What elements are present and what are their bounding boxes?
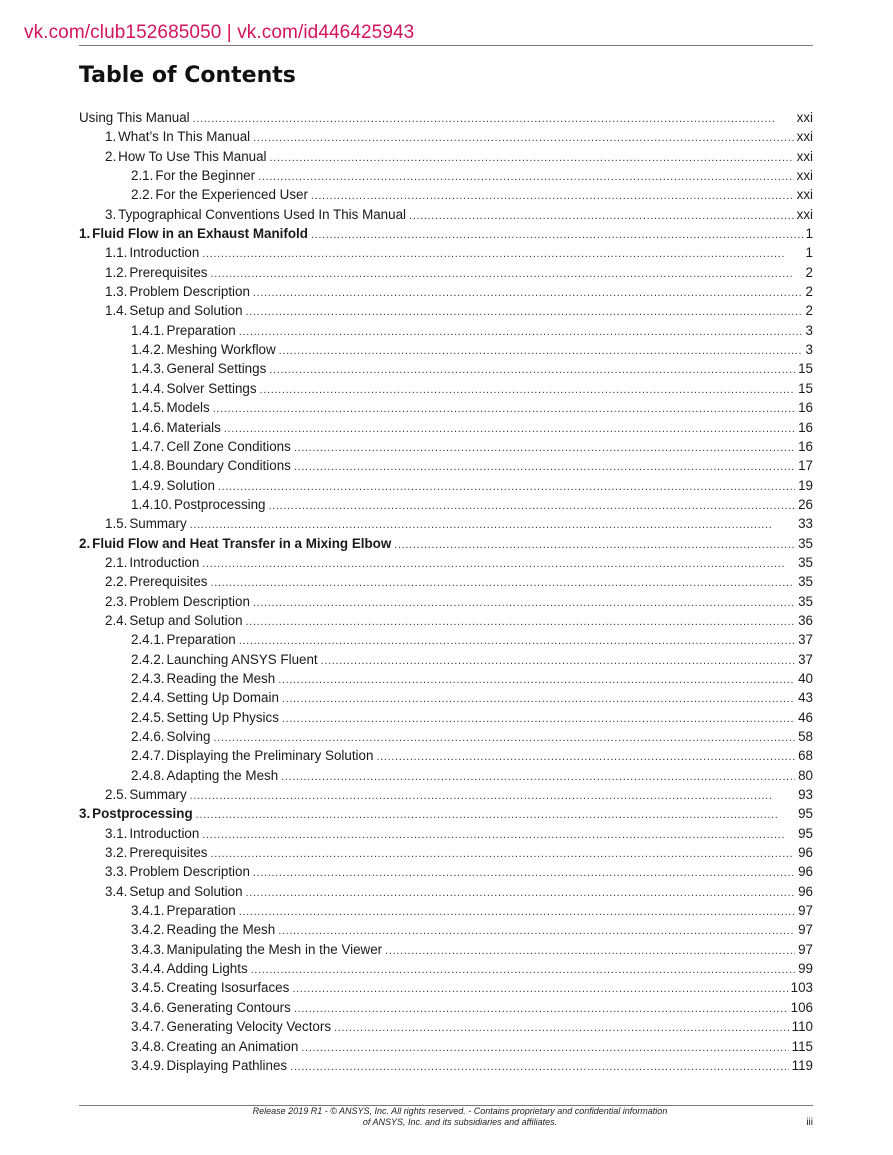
toc-entry[interactable]: [79, 456, 813, 475]
toc-entry-page: 58: [798, 729, 813, 744]
toc-entry[interactable]: [79, 495, 813, 514]
toc-entry-label: Boundary Conditions: [166, 458, 291, 474]
toc-entry-number: 3.4.3.: [131, 941, 165, 957]
toc-entry-number: 1.4.2.: [131, 342, 165, 358]
toc-entry[interactable]: [79, 340, 813, 359]
toc-entry-label: Preparation: [166, 632, 236, 648]
toc-entry-page: 35: [798, 535, 813, 551]
toc-entry[interactable]: [79, 959, 813, 978]
toc-entry-label: Setup and Solution: [129, 303, 243, 319]
dot-leader: [376, 748, 795, 767]
toc-entry[interactable]: [79, 843, 813, 862]
toc-entry-page: 103: [790, 980, 813, 996]
toc-entry-page: 80: [798, 767, 813, 783]
toc-entry-number: 1.4.: [105, 303, 128, 319]
toc-entry[interactable]: [79, 669, 813, 688]
toc-entry-number: 1.: [79, 226, 91, 242]
toc-entry-page: xxi: [796, 206, 813, 222]
toc-entry-number: 2.4.3.: [131, 670, 165, 686]
dot-leader: [292, 980, 787, 999]
toc-entry-number: 3.4.: [105, 883, 128, 899]
toc-entry[interactable]: [79, 166, 813, 185]
toc-entry-number: 2.4.8.: [131, 767, 165, 783]
toc-entry[interactable]: [79, 611, 813, 630]
toc-entry[interactable]: [79, 398, 813, 417]
toc-entry-label: Meshing Workflow: [166, 342, 276, 358]
toc-entry-label: Reading the Mesh: [166, 922, 276, 938]
toc-entry-number: 1.4.7.: [131, 438, 165, 454]
toc-entry-label: Prerequisites: [129, 264, 208, 280]
toc-entry-number: 1.1.: [105, 245, 128, 261]
watermark-link[interactable]: vk.com/club152685050 | vk.com/id446425943: [24, 22, 415, 43]
dot-leader: [246, 613, 796, 632]
toc-entry-page: 119: [791, 1057, 813, 1073]
toc-entry-page: 96: [798, 883, 813, 899]
toc-entry-number: 2.4.7.: [131, 748, 165, 764]
dot-leader: [269, 361, 795, 380]
dot-leader: [282, 710, 795, 729]
toc-entry-number: 2.1.: [105, 554, 128, 570]
toc-entry[interactable]: [79, 572, 813, 591]
toc-entry-page: 68: [798, 748, 813, 764]
toc-entry[interactable]: [79, 282, 813, 301]
toc-entry[interactable]: [79, 862, 813, 881]
toc-entry-number: 3.1.: [105, 825, 128, 841]
toc-entry-label: Creating Isosurfaces: [166, 980, 290, 996]
toc-entry-page: xxi: [796, 148, 813, 164]
toc-entry-label: Summary: [129, 516, 187, 532]
toc-entry-label: Preparation: [166, 322, 236, 338]
toc-entry-label: Postprocessing: [173, 496, 266, 512]
toc-list: [79, 108, 813, 1075]
footer-line-2: of ANSYS, Inc. and its subsidiaries and affiliates.: [362, 1117, 558, 1127]
toc-entry-label: Solver Settings: [166, 380, 257, 396]
dot-leader: [258, 168, 794, 187]
toc-entry[interactable]: [79, 147, 813, 166]
toc-entry-label: Manipulating the Mesh in the Viewer: [166, 941, 383, 957]
toc-entry-label: Setting Up Physics: [166, 709, 279, 725]
toc-entry-label: Creating an Animation: [166, 1038, 299, 1054]
toc-entry-label: Introduction: [129, 245, 200, 261]
dot-leader: [202, 555, 795, 574]
dot-leader: [239, 632, 795, 651]
toc-entry-number: 1.5.: [105, 516, 128, 532]
toc-entry[interactable]: [79, 920, 813, 939]
toc-entry-page: 35: [798, 574, 813, 590]
toc-entry-number: 3.2.: [105, 845, 128, 861]
toc-entry-page: 110: [791, 1019, 813, 1035]
toc-entry[interactable]: [79, 785, 813, 804]
toc-entry[interactable]: [79, 630, 813, 649]
toc-entry-page: 93: [798, 787, 813, 803]
toc-entry-label: Problem Description: [129, 593, 250, 609]
toc-entry-page: 1: [805, 245, 813, 261]
toc-entry-label: Introduction: [129, 554, 200, 570]
dot-leader: [196, 806, 795, 825]
toc-entry-page: 2: [805, 264, 813, 280]
toc-entry[interactable]: [79, 1037, 813, 1056]
toc-entry-label: Prerequisites: [129, 845, 208, 861]
dot-leader: [211, 574, 796, 593]
dot-leader: [269, 497, 796, 516]
toc-entry-number: 1.4.3.: [131, 361, 165, 377]
toc-entry-page: 35: [798, 554, 813, 570]
dot-leader: [394, 536, 795, 555]
toc-entry-label: Postprocessing: [92, 806, 193, 822]
toc-entry-label: Preparation: [166, 903, 236, 919]
toc-entry-number: 2.2.: [131, 187, 154, 203]
toc-entry-label: Fluid Flow in an Exhaust Manifold: [92, 226, 308, 242]
toc-entry-label: Displaying the Preliminary Solution: [166, 748, 374, 764]
toc-entry-number: 2.5.: [105, 787, 128, 803]
toc-entry-page: xxi: [796, 168, 813, 184]
toc-entry-number: 2.4.: [105, 612, 128, 628]
toc-entry[interactable]: [79, 243, 813, 262]
toc-entry-label: Solving: [166, 729, 211, 744]
toc-entry-label: Cell Zone Conditions: [166, 438, 291, 454]
toc-entry-label: Models: [166, 400, 210, 416]
toc-entry-page: 3: [805, 342, 813, 358]
toc-entry-page: 97: [798, 922, 813, 938]
dot-leader: [270, 149, 794, 168]
toc-entry-page: 43: [798, 690, 813, 706]
toc-entry-label: Problem Description: [129, 864, 250, 880]
toc-entry-page: 95: [798, 825, 813, 841]
toc-entry-number: 1.4.1.: [131, 322, 165, 338]
toc-entry-page: 95: [798, 806, 813, 822]
dot-leader: [281, 768, 795, 787]
dot-leader: [211, 265, 803, 284]
dot-leader: [334, 1019, 789, 1038]
toc-entry-page: 3: [805, 322, 813, 338]
toc-entry-number: 2.4.1.: [131, 632, 165, 648]
toc-entry-label: What’s In This Manual: [118, 129, 251, 145]
toc-entry[interactable]: [79, 882, 813, 901]
toc-entry-page: 115: [791, 1038, 813, 1054]
toc-entry[interactable]: [79, 1017, 813, 1036]
toc-entry[interactable]: [79, 476, 813, 495]
toc-entry-page: 106: [790, 999, 813, 1015]
toc-entry-label: Reading the Mesh: [166, 670, 276, 686]
toc-entry-number: 3.4.8.: [131, 1038, 165, 1054]
header-divider: [79, 45, 813, 46]
toc-entry[interactable]: [79, 688, 813, 707]
toc-entry-label: Generating Contours: [166, 999, 291, 1015]
toc-entry[interactable]: [79, 998, 813, 1017]
toc-entry-number: 3.: [105, 206, 117, 222]
toc-entry-page: 33: [798, 516, 813, 532]
toc-entry-number: 1.4.5.: [131, 400, 165, 416]
toc-entry-number: 2.4.4.: [131, 690, 165, 706]
toc-entry-page: 99: [798, 961, 813, 977]
dot-leader: [253, 129, 793, 148]
toc-entry-page: 16: [798, 400, 813, 416]
toc-entry-number: 2.3.: [105, 593, 128, 609]
toc-entry-number: 2.2.: [105, 574, 128, 590]
dot-leader: [202, 245, 802, 264]
toc-entry[interactable]: [79, 553, 813, 572]
toc-entry-label: Solution: [166, 477, 215, 493]
page-number: iii: [806, 1117, 813, 1128]
toc-entry-number: 1.4.8.: [131, 458, 165, 474]
toc-entry-label: For the Experienced User: [155, 187, 308, 203]
dot-leader: [190, 787, 795, 806]
toc-entry-page: 96: [798, 845, 813, 861]
toc-entry-label: Adapting the Mesh: [166, 767, 279, 783]
toc-entry-number: 1.3.: [105, 284, 128, 300]
toc-entry-label: General Settings: [166, 361, 267, 377]
toc-entry[interactable]: [79, 824, 813, 843]
toc-entry-label: Introduction: [129, 825, 200, 841]
toc-entry[interactable]: [79, 359, 813, 378]
dot-leader: [202, 826, 795, 845]
toc-entry[interactable]: [79, 185, 813, 204]
toc-entry[interactable]: [79, 205, 813, 224]
dot-leader: [246, 884, 796, 903]
toc-entry-label: Materials: [166, 419, 221, 435]
dot-leader: [253, 864, 795, 883]
toc-entry-number: 1.: [105, 129, 117, 145]
dot-leader: [279, 342, 803, 361]
toc-entry-number: 3.4.9.: [131, 1057, 165, 1073]
dot-leader: [301, 1039, 788, 1058]
toc-entry[interactable]: [79, 379, 813, 398]
toc-entry-label: Fluid Flow and Heat Transfer in a Mixing Elbow: [92, 535, 392, 551]
toc-entry[interactable]: [79, 514, 813, 533]
toc-entry-page: 15: [798, 380, 813, 396]
toc-entry-page: 1: [805, 226, 813, 242]
toc-entry[interactable]: [79, 708, 813, 727]
toc-entry[interactable]: [79, 301, 813, 320]
dot-leader: [278, 671, 795, 690]
toc-entry-number: 3.4.2.: [131, 922, 165, 938]
dot-leader: [294, 458, 795, 477]
dot-leader: [253, 284, 803, 303]
page-title: Table of Contents: [79, 63, 296, 88]
toc-entry[interactable]: [79, 534, 813, 553]
toc-entry-page: 40: [798, 670, 813, 686]
toc-entry[interactable]: [79, 321, 813, 340]
toc-entry-number: 1.4.10.: [131, 496, 172, 512]
toc-entry-page: 97: [798, 903, 813, 919]
toc-entry[interactable]: [79, 263, 813, 282]
toc-entry-number: 1.4.6.: [131, 419, 165, 435]
toc-entry-page: 37: [798, 632, 813, 648]
toc-entry-page: 36: [798, 612, 813, 628]
dot-leader: [321, 652, 795, 671]
toc-entry-number: 2.: [105, 148, 117, 164]
toc-entry-number: 3.4.5.: [131, 980, 165, 996]
toc-entry-page: xxi: [796, 129, 813, 145]
toc-entry-page: 2: [805, 303, 813, 319]
dot-leader: [193, 110, 794, 129]
toc-entry-number: 3.3.: [105, 864, 128, 880]
dot-leader: [239, 903, 795, 922]
toc-entry-page: xxi: [796, 110, 813, 125]
toc-entry-label: How To Use This Manual: [118, 148, 267, 164]
toc-entry-label: Setup and Solution: [129, 612, 243, 628]
toc-entry-page: 46: [798, 709, 813, 725]
toc-entry-number: 1.4.4.: [131, 380, 165, 396]
dot-leader: [251, 961, 795, 980]
dot-leader: [211, 845, 796, 864]
toc-entry[interactable]: [79, 727, 813, 746]
toc-entry[interactable]: [79, 1056, 813, 1075]
toc-entry-page: 15: [798, 361, 813, 377]
toc-entry[interactable]: [79, 127, 813, 146]
footer-copyright: [180, 1106, 740, 1128]
toc-entry-page: 35: [798, 593, 813, 609]
toc-entry[interactable]: [79, 592, 813, 611]
toc-entry-label: Summary: [129, 787, 187, 803]
toc-entry-number: 3.4.1.: [131, 903, 165, 919]
toc-entry-label: Launching ANSYS Fluent: [166, 651, 318, 667]
toc-entry-number: 2.: [79, 535, 91, 551]
dot-leader: [294, 1000, 788, 1019]
toc-entry-number: 2.4.5.: [131, 709, 165, 725]
toc-entry[interactable]: [79, 766, 813, 785]
toc-entry-number: 3.4.7.: [131, 1019, 165, 1035]
dot-leader: [239, 323, 803, 342]
dot-leader: [294, 439, 795, 458]
toc-entry-page: xxi: [796, 187, 813, 203]
toc-entry-label: For the Beginner: [155, 168, 256, 184]
toc-entry-page: 19: [798, 477, 813, 493]
toc-entry-label: Typographical Conventions Used In This Manual: [118, 206, 406, 222]
dot-leader: [290, 1058, 789, 1077]
dot-leader: [311, 226, 803, 245]
toc-entry-number: 2.4.6.: [131, 729, 165, 744]
toc-entry-number: 1.2.: [105, 264, 128, 280]
toc-entry[interactable]: [79, 901, 813, 920]
toc-entry-label: Displaying Pathlines: [166, 1057, 288, 1073]
toc-entry-label: Problem Description: [129, 284, 250, 300]
toc-entry-page: 26: [798, 496, 813, 512]
toc-entry[interactable]: [79, 746, 813, 765]
toc-entry-page: 16: [798, 419, 813, 435]
toc-entry-number: 3.4.6.: [131, 999, 165, 1015]
toc-entry-label: Generating Velocity Vectors: [166, 1019, 332, 1035]
toc-entry[interactable]: [79, 650, 813, 669]
toc-entry-label: Prerequisites: [129, 574, 208, 590]
dot-leader: [409, 207, 794, 226]
footer-line-1: Release 2019 R1 - © ANSYS, Inc. All rights reserved. - Contains proprietary and confidential information: [252, 1106, 668, 1116]
toc-entry-number: 2.4.2.: [131, 651, 165, 667]
toc-entry[interactable]: [79, 418, 813, 437]
dot-leader: [282, 690, 795, 709]
toc-entry-number: 3.: [79, 806, 91, 822]
toc-entry-number: 2.1.: [131, 168, 154, 184]
toc-entry-number: 3.4.4.: [131, 961, 165, 977]
toc-entry[interactable]: [79, 978, 813, 997]
toc-entry[interactable]: [79, 437, 813, 456]
toc-entry-page: 96: [798, 864, 813, 880]
toc-entry-page: 16: [798, 438, 813, 454]
dot-leader: [213, 400, 795, 419]
toc-entry-label: Using This Manual: [79, 110, 190, 125]
toc-entry-label: Setup and Solution: [129, 883, 243, 899]
dot-leader: [260, 381, 796, 400]
dot-leader: [224, 420, 795, 439]
toc-entry-label: Setting Up Domain: [166, 690, 279, 706]
toc-entry-page: 17: [798, 458, 813, 474]
dot-leader: [218, 478, 795, 497]
dot-leader: [253, 594, 795, 613]
toc-entry[interactable]: [79, 108, 813, 127]
toc-entry-page: 37: [798, 651, 813, 667]
toc-entry[interactable]: [79, 940, 813, 959]
toc-entry-label: Adding Lights: [166, 961, 248, 977]
toc-entry[interactable]: [79, 224, 813, 243]
toc-entry-number: 1.4.9.: [131, 477, 165, 493]
toc-entry-page: 2: [805, 284, 813, 300]
toc-entry[interactable]: [79, 804, 813, 823]
dot-leader: [385, 942, 795, 961]
toc-entry-page: 97: [798, 941, 813, 957]
dot-leader: [246, 303, 803, 322]
